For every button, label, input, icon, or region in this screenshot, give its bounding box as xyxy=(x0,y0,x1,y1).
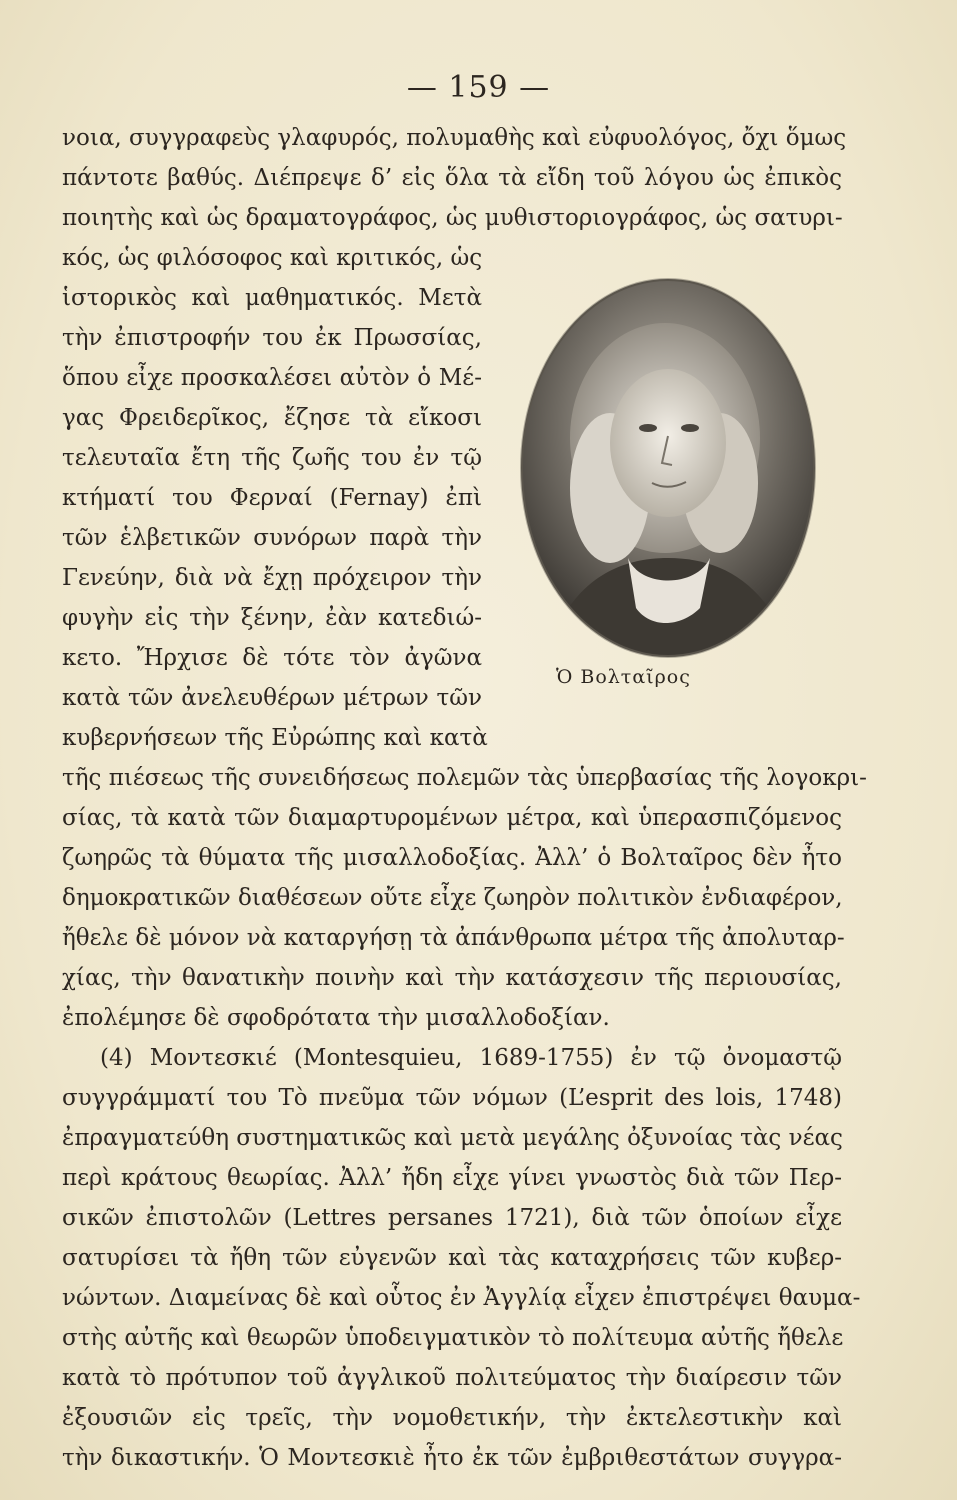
text-line: νώντων. Διαμείνας δὲ καὶ οὗτος ἐν Ἀγγλίᾳ εἶχεν ἐπιστρέψει θαυμα- xyxy=(62,1285,861,1311)
text-line: δημοκρατικῶν διαθέσεων οὔτε εἶχε ζωηρὸν πολιτικὸν ἐνδιαφέρον, xyxy=(62,885,843,911)
text-line: κατὰ τὸ πρότυπον τοῦ ἀγγλικοῦ πολιτεύματος τὴν διαίρεσιν τῶν xyxy=(62,1365,842,1391)
text-line: κετο. Ἤρχισε δὲ τότε τὸν ἀγῶνα xyxy=(62,645,482,671)
text-line: πάντοτε βαθύς. Διέπρεψε δ’ εἰς ὅλα τὰ εἴδη τοῦ λόγου ὡς ἐπικὸς xyxy=(62,165,842,191)
text-line: συγγράμματί του Τὸ πνεῦμα τῶν νόμων (L’esprit des lois, 1748) xyxy=(62,1085,842,1111)
text-line: ἐπραγματεύθη συστηματικῶς καὶ μετὰ μεγάλης ὀξυνοίας τὰς νέας xyxy=(62,1125,843,1151)
text-line: ποιητὴς καὶ ὡς δραματογράφος, ὡς μυθιστοριογράφος, ὡς σατυρι- xyxy=(62,205,843,231)
text-line: χίας, τὴν θανατικὴν ποινὴν καὶ τὴν κατάσχεσιν τῆς περιουσίας, xyxy=(62,965,842,991)
text-line: ἱστορικὸς καὶ μαθηματικός. Μετὰ xyxy=(62,285,482,311)
text-line: ἐπολέμησε δὲ σφοδρότατα τὴν μισαλλοδοξίαν. xyxy=(62,1005,610,1031)
text-line: τελευταῖα ἔτη τῆς ζωῆς του ἐν τῷ xyxy=(62,445,482,471)
text-line: περὶ κράτους θεωρίας. Ἀλλ’ ἤδη εἶχε γίνει γνωστὸς διὰ τῶν Περ- xyxy=(62,1165,842,1191)
page-number: — 159 — xyxy=(406,70,551,105)
text-line: σατυρίσει τὰ ἤθη τῶν εὐγενῶν καὶ τὰς καταχρήσεις τῶν κυβερ- xyxy=(62,1245,842,1271)
text-line: ὅπου εἶχε προσκαλέσει αὐτὸν ὁ Μέ- xyxy=(62,365,482,391)
text-line: ἤθελε δὲ μόνον νὰ καταργήσῃ τὰ ἀπάνθρωπα μέτρα τῆς ἀπολυταρ- xyxy=(62,925,845,951)
text-line: τὴν δικαστικήν. Ὁ Μοντεσκιὲ ἦτο ἐκ τῶν ἐμβριθεστάτων συγγρα- xyxy=(62,1445,842,1471)
text-line: γας Φρειδερῖκος, ἔζησε τὰ εἴκοσι xyxy=(62,405,482,431)
footnote-montesquieu: (4) Μοντεσκιέ (Montesquieu, 1689-1755) ἐν τῷ ὀνομαστῷ xyxy=(100,1045,842,1071)
text-line: τὴν ἐπιστροφήν του ἐκ Πρωσσίας, xyxy=(62,325,482,351)
text-line: κός, ὡς φιλόσοφος καὶ κριτικός, ὡς xyxy=(62,245,483,271)
text-line: ζωηρῶς τὰ θύματα τῆς μισαλλοδοξίας. Ἀλλ’ ὁ Βολταῖρος δὲν ἦτο xyxy=(62,845,842,871)
text-line: κατὰ τῶν ἀνελευθέρων μέτρων τῶν xyxy=(62,685,482,711)
voltaire-portrait xyxy=(500,258,836,678)
text-line: κυβερνήσεων τῆς Εὐρώπης καὶ κατὰ xyxy=(62,725,488,751)
text-line: τῆς πιέσεως τῆς συνειδήσεως πολεμῶν τὰς ὑπερβασίας τῆς λογοκρι- xyxy=(62,765,867,791)
text-line: Γενεύην, διὰ νὰ ἔχῃ πρόχειρον τὴν xyxy=(62,565,482,591)
text-line: ἐξουσιῶν εἰς τρεῖς, τὴν νομοθετικήν, τὴν ἐκτελεστικὴν καὶ xyxy=(62,1405,842,1431)
text-line: σικῶν ἐπιστολῶν (Lettres persanes 1721), διὰ τῶν ὁποίων εἶχε xyxy=(62,1205,842,1231)
text-line: στὴς αὐτῆς καὶ θεωρῶν ὑποδειγματικὸν τὸ πολίτευμα αὐτῆς ἤθελε xyxy=(62,1325,844,1351)
text-line: τῶν ἑλβετικῶν συνόρων παρὰ τὴν xyxy=(62,525,482,551)
text-line: σίας, τὰ κατὰ τῶν διαμαρτυρομένων μέτρα, καὶ ὑπερασπιζόμενος xyxy=(62,805,842,831)
text-line: φυγὴν εἰς τὴν ξένην, ἐὰν κατεδιώ- xyxy=(62,605,482,631)
text-line: νοια, συγγραφεὺς γλαφυρός, πολυμαθὴς καὶ εὐφυολόγος, ὄχι ὅμως xyxy=(62,125,847,151)
portrait-caption: Ὁ Βολταῖρος xyxy=(556,666,691,688)
text-line: κτήματί του Φερναί (Fernay) ἐπὶ xyxy=(62,485,482,511)
